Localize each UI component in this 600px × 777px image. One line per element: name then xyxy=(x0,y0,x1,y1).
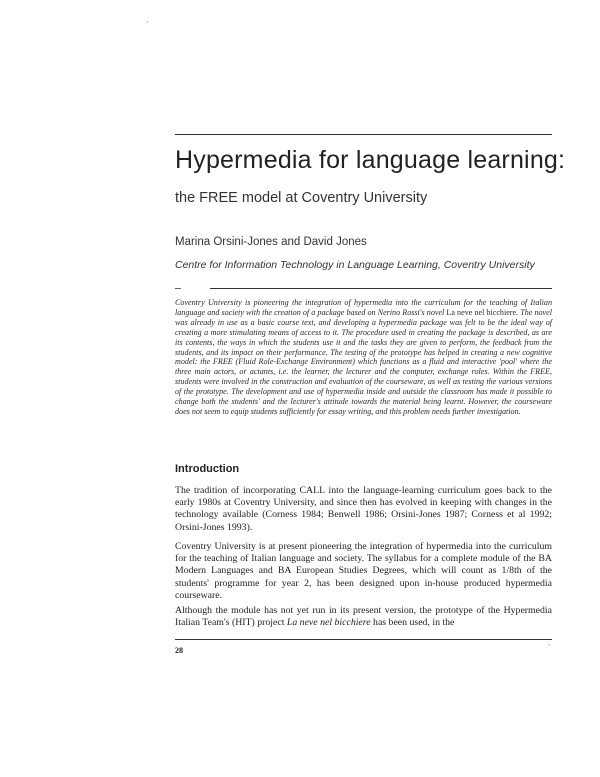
abstract-rule-tick xyxy=(175,288,181,289)
introduction-paragraph-3 xyxy=(175,605,552,629)
introduction-paragraph-1: The tradition of incorporating CALL into the language-learning curriculum goes back to the early 1980s at Coventry University, and since then has evolved in keeping with changes in the technology available (Corness 1984; Benwell 1986; Orsini-Jones 1987; Corness et al 1992; Orsini-Jones 1993). xyxy=(175,485,552,533)
author-affiliation: Centre for Information Technology in Language Learning, Coventry University xyxy=(175,259,535,271)
footer-rule xyxy=(175,639,552,640)
paragraph-3-novel-title: La neve nel bicchiere xyxy=(286,617,371,629)
abstract-text xyxy=(175,298,552,417)
page-number: 28 xyxy=(175,646,183,655)
title-top-rule xyxy=(175,134,552,135)
introduction-paragraph-2: Coventry University is at present pioneering the integration of hypermedia into the curriculum for the teaching of Italian language and society. The syllabus for a complete module of the BA Modern Languages and BA European Studies Degrees, which will count as 1/8th of the students' programme for year 2, has been designed upon in-house produced hypermedia courseware. xyxy=(175,541,552,601)
scan-speck-footer: ` xyxy=(548,643,551,652)
article-authors: Marina Orsini-Jones and David Jones xyxy=(175,236,367,248)
paragraph-3-part-1: Although the module has not yet run in its present version, the prototype of the Hypermedia Italian Team's (HIT) project xyxy=(175,605,552,629)
abstract-part-1: Coventry University is pioneering the integration of hypermedia into the curriculum for the teaching of Italian language and society with the creation of a package based on Nerino Rossi's novel xyxy=(175,298,552,317)
abstract-top-rule xyxy=(210,288,552,289)
paragraph-3-part-2: has been used, in the xyxy=(370,617,455,629)
abstract-novel-title: La neve nel bicchiere xyxy=(446,307,517,317)
introduction-heading: Introduction xyxy=(175,463,240,475)
article-subtitle: the FREE model at Coventry University xyxy=(175,190,428,206)
abstract-part-2: . The novel was already in use as a basic course text, and developing a hypermedia package was felt to be the ideal way of creating a more stimulating means of access to it. The procedure used in creating the package is described, as are its contents, the ways in which the students use it and the tasks they are given to perform, the feedback from the students, and its impact on their performance. The testing of the prototype has helped in creating a new cognitive model: the FREE (Fluid Role-Exchange Environment) which functions as a fluid and interactive 'pool' where the three main actors, or actants, i.e. the learner, the lecturer and the computer, exchange roles. Within the FREE, students were involved in the construction and evaluation of the courseware, as well as testing the various versions of the prototype. The development and use of hypermedia inside and outside the classroom has made it possible to change both the students' and the lecturer's attitude towards the material being learnt. However, the courseware does not seem to equip students sufficiently for essay writing, and this problem needs further investigation. xyxy=(175,307,552,416)
scan-speck: · xyxy=(146,18,149,27)
article-title: Hypermedia for language learning: xyxy=(175,146,566,174)
